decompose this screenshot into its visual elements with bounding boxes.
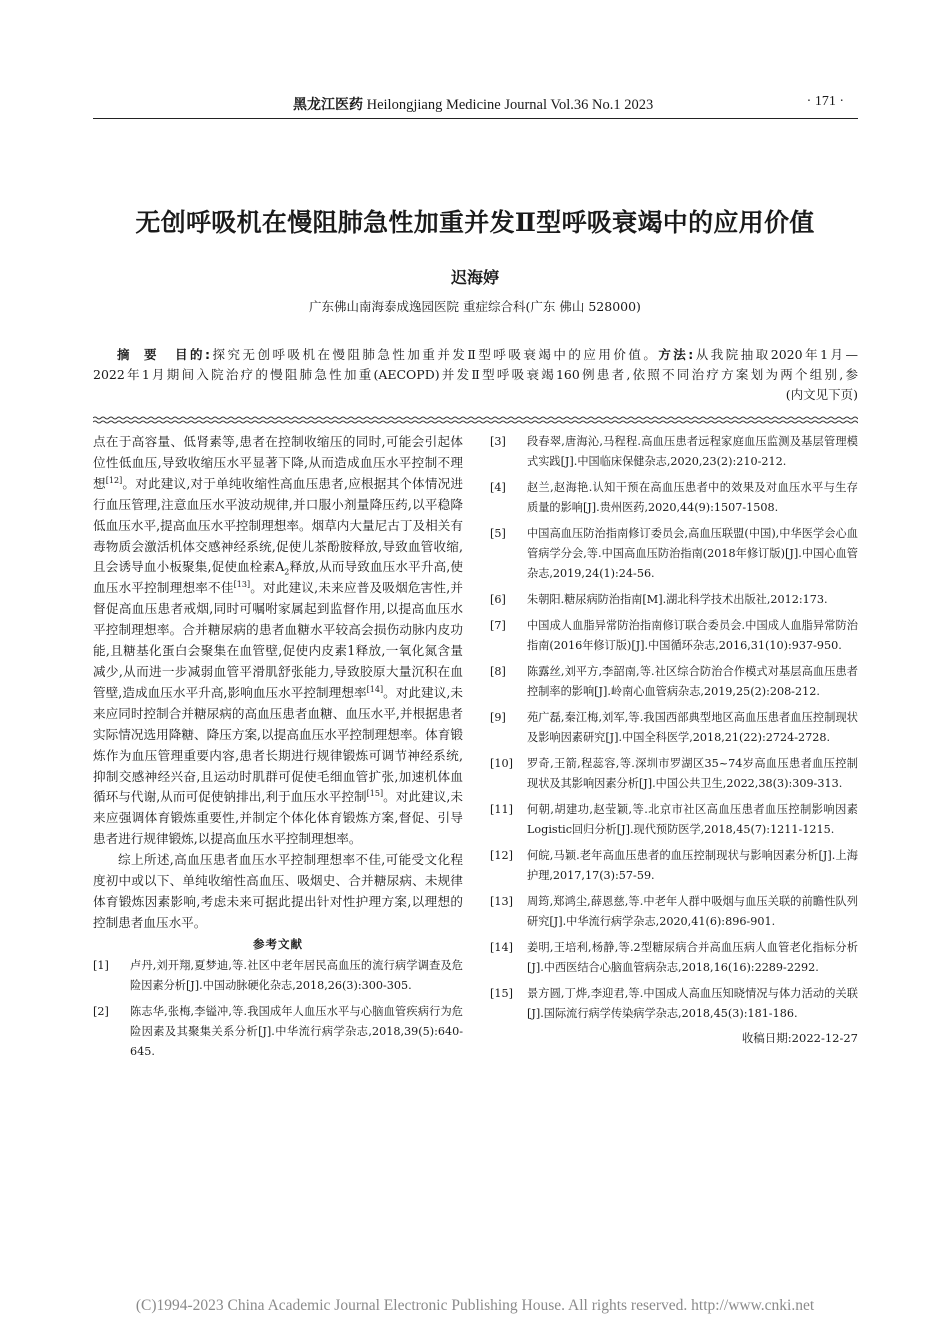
reference-text: 中国高血压防治指南修订委员会,高血压联盟(中国),中华医学会心血管病学分会,等.中国高血压防治指南(2018年修订版)[J].中国心血管杂志,2019,24(1):24-56. — [527, 527, 858, 580]
reference-item — [490, 846, 858, 886]
reference-item — [490, 590, 858, 610]
reference-item — [490, 478, 858, 518]
reference-list-right — [490, 432, 858, 1024]
reference-number: [1] — [93, 958, 109, 972]
reference-item — [490, 662, 858, 702]
abstract-line-1 — [93, 345, 858, 365]
reference-item — [490, 432, 858, 472]
page-number: · 171 · — [806, 94, 844, 109]
reference-text: 苑广磊,秦江梅,刘军,等.我国西部典型地区高血压患者血压控制现状及影响因素研究[J].中国全科医学,2018,21(22):2724-2728. — [527, 711, 858, 744]
reference-number: [14] — [490, 941, 513, 954]
reference-text: 周筠,郑鸿尘,薛恩慈,等.中老年人群中吸烟与血压关联的前瞻性队列研究[J].中华流行病学杂志,2020,41(6):896-901. — [527, 895, 858, 928]
reference-number: [8] — [490, 665, 506, 678]
journal-title: 黑龙江医药 Heilongjiang Medicine Journal Vol.36 No.1 2023 — [293, 97, 654, 113]
reference-text: 罗奇,王箭,程蕊容,等.深圳市罗湖区35~74岁高血压患者血压控制现状及其影响因素分析[J].中国公共卫生,2022,38(3):309-313. — [527, 757, 858, 790]
aim-label: 目的: — [175, 347, 210, 362]
received-date: 收稿日期:2022-12-27 — [741, 1031, 858, 1045]
reference-text: 陈志华,张梅,李镒冲,等.我国成年人血压水平与心脑血管疾病行为危险因素及其聚集关系分析[J].中华流行病学杂志,2018,39(5):640-645. — [130, 1004, 463, 1058]
wavy-separator — [93, 414, 858, 426]
citation: [14] — [366, 684, 384, 694]
reference-item — [490, 938, 858, 978]
left-column — [93, 432, 463, 1068]
author-name: 迟海婷 — [450, 268, 499, 287]
subscript: 2 — [284, 567, 290, 577]
reference-item — [490, 708, 858, 748]
header-rule — [93, 118, 858, 119]
reference-number: [3] — [490, 435, 506, 448]
reference-text: 何皖,马颖.老年高血压患者的血压控制现状与影响因素分析[J].上海护理,2017,17(3):57-59. — [527, 849, 858, 882]
citation: [12] — [105, 475, 123, 485]
right-column — [490, 432, 858, 1046]
references-heading: 参考文献 — [253, 936, 303, 951]
method-label: 方法: — [658, 347, 694, 362]
reference-text: 赵兰,赵海艳.认知干预在高血压患者中的效果及对血压水平与生存质量的影响[J].贵州医药,2020,44(9):1507-1508. — [527, 481, 858, 514]
abstract-label: 摘要 — [117, 347, 171, 362]
reference-text: 中国成人血脂异常防治指南修订联合委员会.中国成人血脂异常防治指南(2016年修订版)[J].中国循环杂志,2016,31(10):937-950. — [527, 619, 858, 652]
reference-item — [490, 616, 858, 656]
reference-item — [490, 524, 858, 584]
citation: [15] — [366, 789, 384, 799]
reference-list-left — [93, 956, 463, 1062]
reference-item — [93, 1002, 463, 1062]
reference-text: 景方圆,丁烨,李迎君,等.中国成人高血压知晓情况与体力活动的关联[J].国际流行病学传染病学杂志,2018,45(3):181-186. — [527, 987, 858, 1020]
reference-number: [7] — [490, 619, 506, 632]
reference-item — [490, 892, 858, 932]
reference-item — [490, 800, 858, 840]
reference-number: [11] — [490, 803, 513, 816]
copyright-footer: (C)1994-2023 China Academic Journal Electronic Publishing House. All rights reserved. http://www.cnki.net — [135, 1297, 815, 1314]
reference-number: [15] — [490, 987, 513, 1000]
reference-item — [490, 984, 858, 1024]
method-text: 从我院抽取2020年1月— — [693, 347, 859, 362]
reference-number: [6] — [490, 593, 506, 606]
reference-text: 陈露丝,刘平方,李韶南,等.社区综合防治合作模式对基层高血压患者控制率的影响[J].岭南心血管病杂志,2019,25(2):208-212. — [527, 665, 858, 698]
reference-number: [10] — [490, 757, 513, 770]
reference-number: [12] — [490, 849, 513, 862]
abstract-line-2: 2022年1月期间入院治疗的慢阻肺急性加重(AECOPD)并发Ⅱ型呼吸衰竭160例患者,依照不同治疗方案划为两个组别,参 — [93, 367, 858, 382]
reference-text: 卢丹,刘开翔,夏梦迪,等.社区中老年居民高血压的流行病学调查及危险因素分析[J].中国动脉硬化杂志,2018,26(3):300-305. — [130, 958, 463, 992]
reference-number: [13] — [490, 895, 513, 908]
reference-item — [490, 754, 858, 794]
article-title: 无创呼吸机在慢阻肺急性加重并发Ⅱ型呼吸衰竭中的应用价值 — [135, 208, 815, 237]
reference-number: [5] — [490, 527, 506, 540]
reference-text: 段春翠,唐海沁,马程程.高血压患者远程家庭血压监测及基层管理模式实践[J].中国临床保健杂志,2020,23(2):210-212. — [527, 435, 858, 468]
abstract-continued-note: (内文见下页) — [785, 387, 858, 402]
reference-number: [4] — [490, 481, 506, 494]
body-paragraph-2: 综上所述,高血压患者血压水平控制理想率不佳,可能受文化程度初中或以下、单纯收缩性高血压、吸烟史、合并糖尿病、未规律体育锻炼因素影响,考虑未来可据此提出针对性护理方案,以理想的控制患者血压水平。 — [93, 852, 463, 930]
running-header — [93, 90, 858, 122]
reference-number: [2] — [93, 1004, 109, 1018]
aim-text: 探究无创呼吸机在慢阻肺急性加重并发Ⅱ型呼吸衰竭中的应用价值。 — [210, 347, 659, 362]
reference-item — [93, 956, 463, 996]
abstract — [93, 345, 858, 405]
reference-text: 朱朝阳.糖尿病防治指南[M].湖北科学技术出版社,2012:173. — [527, 593, 828, 606]
citation: [13] — [233, 580, 251, 590]
reference-number: [9] — [490, 711, 506, 724]
reference-text: 何朝,胡建功,赵莹颖,等.北京市社区高血压患者血压控制影响因素Logistic回归分析[J].现代预防医学,2018,45(7):1211-1215. — [527, 803, 858, 836]
body-text — [93, 432, 463, 934]
author-affiliation: 广东佛山南海泰成逸园医院 重症综合科(广东 佛山 528000) — [309, 299, 641, 314]
reference-text: 姜明,王培利,杨静,等.2型糖尿病合并高血压病人血管老化指标分析[J].中西医结合心脑血管病杂志,2018,16(16):2289-2292. — [527, 941, 858, 974]
body-paragraph-1: 点在于高容量、低肾素等,患者在控制收缩压的同时,可能会引起体位性低血压,导致收缩压水平显著下降,从而造成血压水平控制不理想[12]。对此建议,对于单纯收缩性高血压患者,应根据其个体情况进行血压管理,注意血压水平波动规律,并口服小剂量降压药,以平稳降低血压水平,提高血压水平控制理想率。烟草内大量尼古丁及相关有毒物质会激活机体交感神经系统,促使儿茶酚胺释放,导致血管收缩,且会诱导血小板聚集,促使血栓素$A_2$释放,从而导致血压水平升高,使血压水平控制理想率不佳[13]。对此建议,未来应普及吸烟危害性,并督促高血压患者戒烟,同时可嘱咐家属起到监督作用,以提高血压水平控制理想率。合并糖尿病的患者血糖水平较高会损伤动脉内皮功能,且糖基化蛋白会聚集在血管壁,促使内皮素1释放,一氧化氮含量减少,从而进一步减弱血管平滑肌舒张能力,导致胶原大量沉积在血管壁,造成血压水平升高,影响血压水平控制理想率[14]。对此建议,未来应同时控制合并糖尿病的高血压患者血糖、血压水平,并根据患者实际情况选用降糖、降压方案,以提高血压水平控制理想率。体育锻炼作为血压管理重要内容,患者长期进行规律锻炼可调节神经系统,抑制交感神经兴奋,且运动时肌群可促使毛细血管扩张,加速机体血循环与代谢,从而可促使钠排出,利于血压水平控制[15]。对此建议,未来应强调体育锻炼重要性,并制定个体化体育锻炼方案,督促、引导患者进行规律锻炼,以提高血压水平控制理想率。 — [93, 434, 464, 847]
